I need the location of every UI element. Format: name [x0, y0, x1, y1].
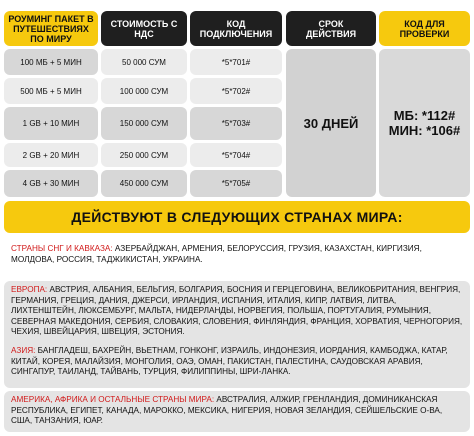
header-price: СТОИМОСТЬ С НДС: [101, 11, 187, 46]
check-code-mb: МБ: *112#: [393, 108, 456, 123]
row-4-package: 2 GB + 20 МИН: [4, 143, 98, 167]
region-asia: [4, 342, 470, 388]
region-countries-europe: АВСТРИЯ, АЛБАНИЯ, БЕЛЬГИЯ, БОЛГАРИЯ, БОСНИЯ И ГЕРЦЕГОВИНА, ВЕЛИКОБРИТАНИЯ, ВЕНГРИЯ, ГЕРМАНИЯ, ГРЕЦИЯ, ДАНИЯ, ДЖЕРСИ, ИРЛАНДИЯ, ИСПАНИЯ, ИТАЛИЯ, КИПР, ЛАТВИЯ, ЛИТВА, ЛИХТЕНШТЕЙН, ЛЮКСЕМБУРГ, МАЛЬТА, НИДЕРЛАНДЫ, НОРВЕГИЯ, ПОЛЬША, ПОРТУГАЛИЯ, РУМЫНИЯ, СЕВЕРНАЯ МАКЕДОНИЯ, СЕРБИЯ, СЛОВАКИЯ, СЛОВЕНИЯ, ФИНЛЯНДИЯ, ФРАНЦИЯ, ХОРВАТИЯ, ЧЕРНОГОРИЯ, ЧЕХИЯ, ШВЕЙЦАРИЯ, ШВЕЦИЯ, ЭСТОНИЯ.: [11, 285, 463, 337]
header-code: КОД ПОДКЛЮЧЕНИЯ: [190, 11, 282, 46]
region-name-cis: СТРАНЫ СНГ И КАВКАЗА:: [11, 244, 113, 253]
region-name-rest: АМЕРИКА, АФРИКА И ОСТАЛЬНЫЕ СТРАНЫ МИРА:: [11, 395, 215, 404]
region-rest: [4, 391, 470, 432]
check-codes: [379, 49, 470, 197]
region-cis: [4, 240, 470, 268]
row-5-package: 4 GB + 30 МИН: [4, 170, 98, 197]
row-3-package: 1 GB + 10 МИН: [4, 107, 98, 140]
row-5-price: 450 000 СУМ: [101, 170, 187, 197]
header-validity: СРОК ДЕЙСТВИЯ: [286, 11, 376, 46]
region-countries-cis: АЗЕРБАЙДЖАН, АРМЕНИЯ, БЕЛОРУССИЯ, ГРУЗИЯ, КАЗАХСТАН, КИРГИЗИЯ, МОЛДОВА, РОССИЯ, ТАДЖИКИСТАН, УКРАИНА.: [11, 244, 422, 264]
region-countries-asia: БАНГЛАДЕШ, БАХРЕЙН, ВЬЕТНАМ, ГОНКОНГ, ИЗРАИЛЬ, ИНДОНЕЗИЯ, ИОРДАНИЯ, КАМБОДЖА, КАТАР, КИТАЙ, КОРЕЯ, МАЛАЙЗИЯ, МОНГОЛИЯ, ОАЭ, ОМАН, ПАКИСТАН, ПАЛЕСТИНА, САУДОВСКАЯ АРАВИЯ, СИНГАПУР, ТАИЛАНД, ТАЙВАНЬ, ТУРЦИЯ, ФИЛИППИНЫ, ШРИ-ЛАНКА.: [11, 346, 448, 377]
validity-value: 30 ДНЕЙ: [286, 49, 376, 197]
row-1-package: 100 МБ + 5 МИН: [4, 49, 98, 75]
row-3-code: *5*703#: [190, 107, 282, 140]
region-name-europe: ЕВРОПА:: [11, 285, 48, 294]
row-4-price: 250 000 СУМ: [101, 143, 187, 167]
row-3-price: 150 000 СУМ: [101, 107, 187, 140]
header-check-code: КОД ДЛЯ ПРОВЕРКИ: [379, 11, 470, 46]
header-package: РОУМИНГ ПАКЕТ В ПУТЕШЕСТВИЯХ ПО МИРУ: [4, 11, 98, 46]
row-4-code: *5*704#: [190, 143, 282, 167]
check-code-min: МИН: *106#: [388, 123, 461, 138]
countries-banner: ДЕЙСТВУЮТ В СЛЕДУЮЩИХ СТРАНАХ МИРА:: [4, 201, 470, 233]
row-2-price: 100 000 СУМ: [101, 78, 187, 104]
region-name-asia: АЗИЯ:: [11, 346, 36, 355]
row-1-code: *5*701#: [190, 49, 282, 75]
row-2-code: *5*702#: [190, 78, 282, 104]
region-countries-rest: АВСТРАЛИЯ, АЛЖИР, ГРЕНЛАНДИЯ, ДОМИНИКАНСКАЯ РЕСПУБЛИКА, ЕГИПЕТ, КАНАДА, МАРОККО, МЕКСИКА, НИГЕРИЯ, НОВАЯ ЗЕЛАНДИЯ, СЕЙШЕЛЬСКИЕ О-ВА, США, ТАНЗАНИЯ, ЮАР.: [11, 395, 443, 426]
row-5-code: *5*705#: [190, 170, 282, 197]
row-2-package: 500 МБ + 5 МИН: [4, 78, 98, 104]
row-1-price: 50 000 СУМ: [101, 49, 187, 75]
